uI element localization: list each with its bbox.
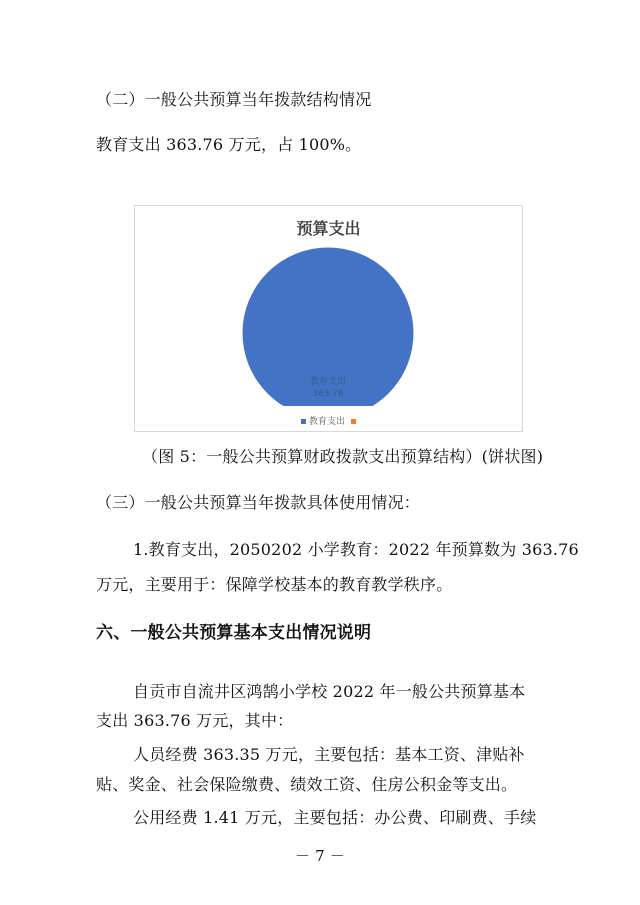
legend-swatch-education <box>301 419 306 424</box>
section-2-text: 教育支出 363.76 万元，占 100%。 <box>96 135 362 154</box>
page-number: － 7 － <box>294 847 346 865</box>
section-6-para3-line1: 公用经费 1.41 万元，主要包括：办公费、印刷费、手续 <box>133 808 537 827</box>
section-heading-6: 六、一般公共预算基本支出情况说明 <box>96 623 372 643</box>
section-6-para2-line1: 人员经费 363.35 万元，主要包括：基本工资、津贴补 <box>133 745 525 764</box>
section-heading-2: （二）一般公共预算当年拨款结构情况 <box>96 90 372 109</box>
section-3-item-line2: 万元，主要用于：保障学校基本的教育教学秩序。 <box>96 575 453 594</box>
data-label-value: 363.76 <box>312 389 344 399</box>
legend-swatch-other <box>351 419 356 424</box>
legend-label-education: 教育支出 <box>309 417 346 427</box>
section-6-para2-line2: 贴、奖金、社会保险缴费、绩效工资、住房公积金等支出。 <box>96 775 518 794</box>
chart-title: 预算支出 <box>296 219 361 238</box>
pie-chart <box>134 205 523 432</box>
data-label-category: 教育支出 <box>309 377 347 387</box>
figure-caption: （图 5：一般公共预算财政拨款支出预算结构）(饼状图) <box>142 447 544 466</box>
chart-legend <box>135 414 522 427</box>
pie-svg <box>135 206 522 406</box>
section-6-para1-line2: 支出 363.76 万元，其中： <box>96 711 294 730</box>
section-heading-3: （三）一般公共预算当年拨款具体使用情况： <box>96 493 421 512</box>
section-6-para1-line1: 自贡市自流井区鸿鹄小学校 2022 年一般公共预算基本 <box>133 682 526 701</box>
section-3-item-line1: 1.教育支出，2050202 小学教育：2022 年预算数为 363.76 <box>133 540 579 559</box>
